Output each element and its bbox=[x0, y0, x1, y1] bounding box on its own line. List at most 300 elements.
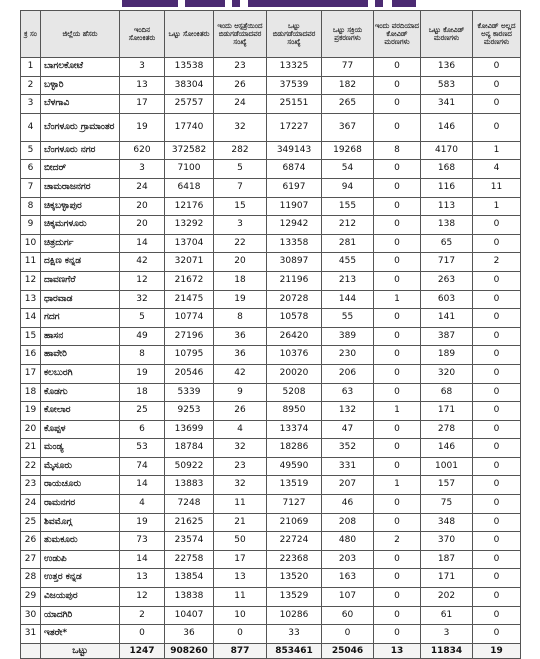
total-discharged-cell: 20728 bbox=[267, 290, 322, 309]
district-name-cell: ಹಾವೇರಿ bbox=[41, 346, 120, 365]
non-covid-deaths-cell: 0 bbox=[473, 346, 521, 365]
today-deaths-cell: 0 bbox=[374, 625, 421, 644]
today-cases-cell: 13 bbox=[120, 76, 165, 95]
active-cases-cell: 163 bbox=[322, 569, 374, 588]
active-cases-cell: 46 bbox=[322, 495, 374, 514]
non-covid-deaths-cell: 0 bbox=[473, 625, 521, 644]
today-cases-cell: 2 bbox=[120, 606, 165, 625]
total-discharged-cell: 349143 bbox=[267, 141, 322, 160]
today-discharged-cell: 0 bbox=[214, 625, 267, 644]
district-name-cell: ಬೀದರ್ bbox=[41, 160, 120, 179]
total-deaths-cell: 341 bbox=[421, 95, 473, 114]
district-name-cell: ರಾಮನಗರ bbox=[41, 495, 120, 514]
total-deaths-cell: 278 bbox=[421, 420, 473, 439]
header-band-cropped bbox=[0, 0, 540, 10]
today-deaths-cell: 0 bbox=[374, 550, 421, 569]
district-name-cell: ಚಿತ್ರದುರ್ಗ bbox=[41, 234, 120, 253]
col-header-non-covid-deaths: ಕೋವಿಡ್ ಅಲ್ಲದ ಅನ್ಯ ಕಾರಣದ ಮರಣಗಳು bbox=[473, 11, 521, 58]
non-covid-deaths-cell: 0 bbox=[473, 216, 521, 235]
covid-district-table bbox=[20, 10, 521, 659]
non-covid-deaths-cell: 0 bbox=[473, 513, 521, 532]
today-cases-cell: 25 bbox=[120, 402, 165, 421]
total-today-discharged-cell: 877 bbox=[214, 643, 267, 658]
covid-district-table-container bbox=[20, 10, 520, 659]
non-covid-deaths-cell: 4 bbox=[473, 160, 521, 179]
total-discharged-cell: 30897 bbox=[267, 253, 322, 272]
today-discharged-cell: 32 bbox=[214, 476, 267, 495]
total-deaths-cell: 146 bbox=[421, 113, 473, 141]
district-name-cell: ಕೋಲಾರ bbox=[41, 402, 120, 421]
table-row bbox=[21, 58, 521, 77]
today-discharged-cell: 32 bbox=[214, 113, 267, 141]
district-name-cell: ಹಾಸನ bbox=[41, 327, 120, 346]
active-cases-cell: 352 bbox=[322, 439, 374, 458]
total-deaths-cell: 202 bbox=[421, 588, 473, 607]
non-covid-deaths-cell: 0 bbox=[473, 495, 521, 514]
today-discharged-cell: 23 bbox=[214, 457, 267, 476]
non-covid-deaths-cell: 0 bbox=[473, 58, 521, 77]
non-covid-deaths-cell: 0 bbox=[473, 95, 521, 114]
active-cases-cell: 207 bbox=[322, 476, 374, 495]
total-cases-cell: 36 bbox=[165, 625, 214, 644]
total-discharged-cell: 13325 bbox=[267, 58, 322, 77]
non-covid-deaths-cell: 0 bbox=[473, 569, 521, 588]
serial-cell: 16 bbox=[21, 346, 41, 365]
district-name-cell: ತುಮಕೂರು bbox=[41, 532, 120, 551]
active-cases-cell: 47 bbox=[322, 420, 374, 439]
today-cases-cell: 12 bbox=[120, 588, 165, 607]
table-row bbox=[21, 625, 521, 644]
today-cases-cell: 5 bbox=[120, 309, 165, 328]
table-row bbox=[21, 532, 521, 551]
total-discharged-cell: 26420 bbox=[267, 327, 322, 346]
table-row bbox=[21, 550, 521, 569]
today-deaths-cell: 0 bbox=[374, 271, 421, 290]
total-discharged-cell: 21069 bbox=[267, 513, 322, 532]
district-name-cell: ಕೊಪ್ಪಳ bbox=[41, 420, 120, 439]
non-covid-deaths-cell: 1 bbox=[473, 197, 521, 216]
col-header-total-cases: ಒಟ್ಟು ಸೋಂಕಿತರು bbox=[165, 11, 214, 58]
district-name-cell: ಧಾರವಾಡ bbox=[41, 290, 120, 309]
active-cases-cell: 367 bbox=[322, 113, 374, 141]
total-deaths-cell: 263 bbox=[421, 271, 473, 290]
total-cases-cell: 10774 bbox=[165, 309, 214, 328]
total-cases-cell: 38304 bbox=[165, 76, 214, 95]
serial-cell: 6 bbox=[21, 160, 41, 179]
today-cases-cell: 3 bbox=[120, 160, 165, 179]
today-deaths-cell: 0 bbox=[374, 588, 421, 607]
active-cases-cell: 77 bbox=[322, 58, 374, 77]
active-cases-cell: 331 bbox=[322, 457, 374, 476]
total-deaths-cell: 141 bbox=[421, 309, 473, 328]
non-covid-deaths-cell: 0 bbox=[473, 76, 521, 95]
table-row bbox=[21, 178, 521, 197]
today-cases-cell: 14 bbox=[120, 476, 165, 495]
serial-cell: 3 bbox=[21, 95, 41, 114]
active-cases-cell: 0 bbox=[322, 625, 374, 644]
total-cases-cell: 20546 bbox=[165, 364, 214, 383]
active-cases-cell: 54 bbox=[322, 160, 374, 179]
serial-cell: 25 bbox=[21, 513, 41, 532]
today-deaths-cell: 0 bbox=[374, 58, 421, 77]
total-serial-cell bbox=[21, 643, 41, 658]
today-discharged-cell: 36 bbox=[214, 327, 267, 346]
today-cases-cell: 14 bbox=[120, 234, 165, 253]
col-header-serial: ಕ್ರ ಸಂ bbox=[21, 11, 41, 58]
total-discharged-cell: 22724 bbox=[267, 532, 322, 551]
total-cases-cell: 7100 bbox=[165, 160, 214, 179]
today-cases-cell: 32 bbox=[120, 290, 165, 309]
today-discharged-cell: 24 bbox=[214, 95, 267, 114]
total-total-discharged-cell: 853461 bbox=[267, 643, 322, 658]
total-cases-cell: 5339 bbox=[165, 383, 214, 402]
non-covid-deaths-cell: 0 bbox=[473, 327, 521, 346]
active-cases-cell: 94 bbox=[322, 178, 374, 197]
today-deaths-cell: 0 bbox=[374, 346, 421, 365]
total-cases-cell: 21475 bbox=[165, 290, 214, 309]
active-cases-cell: 132 bbox=[322, 402, 374, 421]
today-cases-cell: 8 bbox=[120, 346, 165, 365]
serial-cell: 18 bbox=[21, 383, 41, 402]
district-name-cell: ವಿಜಯಪುರ bbox=[41, 588, 120, 607]
total-cases-cell: 13704 bbox=[165, 234, 214, 253]
today-cases-cell: 49 bbox=[120, 327, 165, 346]
active-cases-cell: 107 bbox=[322, 588, 374, 607]
today-cases-cell: 20 bbox=[120, 216, 165, 235]
today-cases-cell: 0 bbox=[120, 625, 165, 644]
total-cases-cell: 21625 bbox=[165, 513, 214, 532]
today-deaths-cell: 0 bbox=[374, 76, 421, 95]
today-deaths-cell: 0 bbox=[374, 606, 421, 625]
total-cases-cell: 17740 bbox=[165, 113, 214, 141]
active-cases-cell: 206 bbox=[322, 364, 374, 383]
today-discharged-cell: 9 bbox=[214, 383, 267, 402]
active-cases-cell: 213 bbox=[322, 271, 374, 290]
today-deaths-cell: 0 bbox=[374, 160, 421, 179]
serial-cell: 30 bbox=[21, 606, 41, 625]
today-cases-cell: 19 bbox=[120, 513, 165, 532]
district-name-cell: ಕೊಡಗು bbox=[41, 383, 120, 402]
table-row bbox=[21, 290, 521, 309]
total-today-deaths-cell: 13 bbox=[374, 643, 421, 658]
serial-cell: 14 bbox=[21, 309, 41, 328]
table-row bbox=[21, 439, 521, 458]
total-cases-cell: 10795 bbox=[165, 346, 214, 365]
total-discharged-cell: 13520 bbox=[267, 569, 322, 588]
serial-cell: 24 bbox=[21, 495, 41, 514]
table-row bbox=[21, 327, 521, 346]
total-deaths-cell: 116 bbox=[421, 178, 473, 197]
active-cases-cell: 144 bbox=[322, 290, 374, 309]
today-deaths-cell: 0 bbox=[374, 309, 421, 328]
serial-cell: 20 bbox=[21, 420, 41, 439]
serial-cell: 31 bbox=[21, 625, 41, 644]
table-row bbox=[21, 420, 521, 439]
total-row bbox=[21, 643, 521, 658]
active-cases-cell: 480 bbox=[322, 532, 374, 551]
district-name-cell: ಮಂಡ್ಯ bbox=[41, 439, 120, 458]
non-covid-deaths-cell: 0 bbox=[473, 271, 521, 290]
total-deaths-cell: 348 bbox=[421, 513, 473, 532]
table-row bbox=[21, 402, 521, 421]
total-discharged-cell: 10578 bbox=[267, 309, 322, 328]
non-covid-deaths-cell: 0 bbox=[473, 420, 521, 439]
total-cases-cell: 10407 bbox=[165, 606, 214, 625]
table-row bbox=[21, 160, 521, 179]
today-cases-cell: 19 bbox=[120, 364, 165, 383]
today-discharged-cell: 26 bbox=[214, 402, 267, 421]
total-cases-cell: 6418 bbox=[165, 178, 214, 197]
today-deaths-cell: 1 bbox=[374, 402, 421, 421]
non-covid-deaths-cell: 0 bbox=[473, 383, 521, 402]
total-cases-cell: 18784 bbox=[165, 439, 214, 458]
district-name-cell: ಉತ್ತರ ಕನ್ನಡ bbox=[41, 569, 120, 588]
total-cases-cell: 7248 bbox=[165, 495, 214, 514]
district-name-cell: ರಾಯಚೂರು bbox=[41, 476, 120, 495]
active-cases-cell: 55 bbox=[322, 309, 374, 328]
today-cases-cell: 20 bbox=[120, 197, 165, 216]
today-discharged-cell: 42 bbox=[214, 364, 267, 383]
serial-cell: 11 bbox=[21, 253, 41, 272]
total-cases-cell: 372582 bbox=[165, 141, 214, 160]
col-header-today-discharged: ಇಂದು ಆಸ್ಪತ್ರೆಯಿಂದ ಬಿಡುಗಡೆಯಾದವರ ಸಂಖ್ಯೆ bbox=[214, 11, 267, 58]
total-discharged-cell: 37539 bbox=[267, 76, 322, 95]
total-discharged-cell: 13358 bbox=[267, 234, 322, 253]
non-covid-deaths-cell: 0 bbox=[473, 234, 521, 253]
total-deaths-cell: 387 bbox=[421, 327, 473, 346]
district-name-cell: ದಾವಣಗೆರೆ bbox=[41, 271, 120, 290]
serial-cell: 4 bbox=[21, 113, 41, 141]
today-discharged-cell: 32 bbox=[214, 439, 267, 458]
total-deaths-cell: 603 bbox=[421, 290, 473, 309]
district-name-cell: ಕಲಬುರಗಿ bbox=[41, 364, 120, 383]
district-name-cell: ದಕ್ಷಿಣ ಕನ್ನಡ bbox=[41, 253, 120, 272]
table-row bbox=[21, 113, 521, 141]
today-cases-cell: 19 bbox=[120, 113, 165, 141]
total-discharged-cell: 7127 bbox=[267, 495, 322, 514]
non-covid-deaths-cell: 0 bbox=[473, 588, 521, 607]
today-discharged-cell: 18 bbox=[214, 271, 267, 290]
table-row bbox=[21, 253, 521, 272]
non-covid-deaths-cell: 0 bbox=[473, 113, 521, 141]
total-deaths-cell: 136 bbox=[421, 58, 473, 77]
active-cases-cell: 265 bbox=[322, 95, 374, 114]
non-covid-deaths-cell: 1 bbox=[473, 141, 521, 160]
total-deaths-cell: 583 bbox=[421, 76, 473, 95]
total-discharged-cell: 8950 bbox=[267, 402, 322, 421]
total-discharged-cell: 10376 bbox=[267, 346, 322, 365]
table-row bbox=[21, 271, 521, 290]
today-deaths-cell: 0 bbox=[374, 457, 421, 476]
total-today-cases-cell: 1247 bbox=[120, 643, 165, 658]
serial-cell: 5 bbox=[21, 141, 41, 160]
total-total-cases-cell: 908260 bbox=[165, 643, 214, 658]
total-deaths-cell: 75 bbox=[421, 495, 473, 514]
today-deaths-cell: 0 bbox=[374, 439, 421, 458]
table-row bbox=[21, 346, 521, 365]
total-cases-cell: 13292 bbox=[165, 216, 214, 235]
total-non-covid-deaths-cell: 19 bbox=[473, 643, 521, 658]
today-deaths-cell: 1 bbox=[374, 476, 421, 495]
today-cases-cell: 17 bbox=[120, 95, 165, 114]
col-header-active-cases: ಒಟ್ಟು ಸಕ್ರಿಯ ಪ್ರಕರಣಗಳು bbox=[322, 11, 374, 58]
today-discharged-cell: 15 bbox=[214, 197, 267, 216]
today-discharged-cell: 282 bbox=[214, 141, 267, 160]
today-cases-cell: 12 bbox=[120, 271, 165, 290]
today-discharged-cell: 3 bbox=[214, 216, 267, 235]
active-cases-cell: 230 bbox=[322, 346, 374, 365]
district-name-cell: ಚಿಕ್ಕಬಳ್ಳಾಪುರ bbox=[41, 197, 120, 216]
total-discharged-cell: 13529 bbox=[267, 588, 322, 607]
total-discharged-cell: 6197 bbox=[267, 178, 322, 197]
today-cases-cell: 74 bbox=[120, 457, 165, 476]
total-cases-cell: 13699 bbox=[165, 420, 214, 439]
serial-cell: 22 bbox=[21, 457, 41, 476]
active-cases-cell: 203 bbox=[322, 550, 374, 569]
total-deaths-cell: 189 bbox=[421, 346, 473, 365]
today-cases-cell: 13 bbox=[120, 569, 165, 588]
non-covid-deaths-cell: 0 bbox=[473, 550, 521, 569]
today-deaths-cell: 0 bbox=[374, 327, 421, 346]
today-cases-cell: 24 bbox=[120, 178, 165, 197]
today-cases-cell: 73 bbox=[120, 532, 165, 551]
today-deaths-cell: 0 bbox=[374, 420, 421, 439]
today-discharged-cell: 10 bbox=[214, 606, 267, 625]
non-covid-deaths-cell: 0 bbox=[473, 364, 521, 383]
col-header-today-deaths: ಇಂದು ವರದಿಯಾದ ಕೋವಿಡ್ ಮರಣಗಳು bbox=[374, 11, 421, 58]
active-cases-cell: 63 bbox=[322, 383, 374, 402]
today-discharged-cell: 26 bbox=[214, 76, 267, 95]
non-covid-deaths-cell: 0 bbox=[473, 606, 521, 625]
table-row bbox=[21, 606, 521, 625]
serial-cell: 1 bbox=[21, 58, 41, 77]
district-name-cell: ಉಡುಪಿ bbox=[41, 550, 120, 569]
total-deaths-cell: 370 bbox=[421, 532, 473, 551]
table-row bbox=[21, 309, 521, 328]
today-deaths-cell: 0 bbox=[374, 113, 421, 141]
active-cases-cell: 155 bbox=[322, 197, 374, 216]
serial-cell: 8 bbox=[21, 197, 41, 216]
total-deaths-cell: 171 bbox=[421, 569, 473, 588]
total-discharged-cell: 13519 bbox=[267, 476, 322, 495]
today-cases-cell: 14 bbox=[120, 550, 165, 569]
district-name-cell: ಗದಗ bbox=[41, 309, 120, 328]
today-deaths-cell: 0 bbox=[374, 216, 421, 235]
total-deaths-cell: 157 bbox=[421, 476, 473, 495]
total-cases-cell: 13854 bbox=[165, 569, 214, 588]
today-discharged-cell: 19 bbox=[214, 290, 267, 309]
today-deaths-cell: 0 bbox=[374, 513, 421, 532]
today-deaths-cell: 8 bbox=[374, 141, 421, 160]
active-cases-cell: 281 bbox=[322, 234, 374, 253]
table-row bbox=[21, 495, 521, 514]
active-cases-cell: 19268 bbox=[322, 141, 374, 160]
today-cases-cell: 3 bbox=[120, 58, 165, 77]
today-deaths-cell: 0 bbox=[374, 495, 421, 514]
serial-cell: 28 bbox=[21, 569, 41, 588]
non-covid-deaths-cell: 0 bbox=[473, 476, 521, 495]
table-row bbox=[21, 141, 521, 160]
district-name-cell: ಮೈಸೂರು bbox=[41, 457, 120, 476]
district-name-cell: ಚಿಕ್ಕಮಗಳೂರು bbox=[41, 216, 120, 235]
col-header-district: ಜಿಲ್ಲೆಯ ಹೆಸರು bbox=[41, 11, 120, 58]
district-name-cell: ಬೆಳಗಾವಿ bbox=[41, 95, 120, 114]
serial-cell: 19 bbox=[21, 402, 41, 421]
table-row bbox=[21, 216, 521, 235]
serial-cell: 26 bbox=[21, 532, 41, 551]
total-cases-cell: 32071 bbox=[165, 253, 214, 272]
table-row bbox=[21, 234, 521, 253]
today-discharged-cell: 13 bbox=[214, 569, 267, 588]
total-cases-cell: 22758 bbox=[165, 550, 214, 569]
total-deaths-cell: 3 bbox=[421, 625, 473, 644]
today-deaths-cell: 1 bbox=[374, 290, 421, 309]
serial-cell: 7 bbox=[21, 178, 41, 197]
total-deaths-cell: 68 bbox=[421, 383, 473, 402]
serial-cell: 9 bbox=[21, 216, 41, 235]
col-header-total-deaths: ಒಟ್ಟು ಕೋವಿಡ್ ಮರಣಗಳು bbox=[421, 11, 473, 58]
active-cases-cell: 389 bbox=[322, 327, 374, 346]
active-cases-cell: 455 bbox=[322, 253, 374, 272]
total-deaths-cell: 168 bbox=[421, 160, 473, 179]
total-discharged-cell: 20020 bbox=[267, 364, 322, 383]
today-deaths-cell: 0 bbox=[374, 234, 421, 253]
total-deaths-cell: 61 bbox=[421, 606, 473, 625]
today-cases-cell: 18 bbox=[120, 383, 165, 402]
total-cases-cell: 13538 bbox=[165, 58, 214, 77]
table-row bbox=[21, 476, 521, 495]
today-deaths-cell: 0 bbox=[374, 569, 421, 588]
today-cases-cell: 42 bbox=[120, 253, 165, 272]
total-discharged-cell: 11907 bbox=[267, 197, 322, 216]
today-discharged-cell: 22 bbox=[214, 234, 267, 253]
non-covid-deaths-cell: 0 bbox=[473, 290, 521, 309]
total-discharged-cell: 49590 bbox=[267, 457, 322, 476]
active-cases-cell: 182 bbox=[322, 76, 374, 95]
today-deaths-cell: 0 bbox=[374, 383, 421, 402]
col-header-today-cases: ಇಂದಿನ ಸೋಂಕಿತರು bbox=[120, 11, 165, 58]
serial-cell: 29 bbox=[21, 588, 41, 607]
today-deaths-cell: 0 bbox=[374, 178, 421, 197]
total-cases-cell: 50922 bbox=[165, 457, 214, 476]
district-name-cell: ಚಾಮರಾಜನಗರ bbox=[41, 178, 120, 197]
today-cases-cell: 53 bbox=[120, 439, 165, 458]
today-discharged-cell: 21 bbox=[214, 513, 267, 532]
today-deaths-cell: 0 bbox=[374, 95, 421, 114]
district-name-cell: ಬಳ್ಳಾರಿ bbox=[41, 76, 120, 95]
total-deaths-cell: 146 bbox=[421, 439, 473, 458]
serial-cell: 12 bbox=[21, 271, 41, 290]
total-deaths-cell: 65 bbox=[421, 234, 473, 253]
table-row bbox=[21, 76, 521, 95]
total-deaths-cell: 1001 bbox=[421, 457, 473, 476]
non-covid-deaths-cell: 0 bbox=[473, 532, 521, 551]
serial-cell: 10 bbox=[21, 234, 41, 253]
today-discharged-cell: 20 bbox=[214, 253, 267, 272]
table-header-row bbox=[21, 11, 521, 58]
district-name-cell: ಶಿವಮೊಗ್ಗ bbox=[41, 513, 120, 532]
serial-cell: 23 bbox=[21, 476, 41, 495]
total-cases-cell: 13883 bbox=[165, 476, 214, 495]
total-cases-cell: 9253 bbox=[165, 402, 214, 421]
today-discharged-cell: 11 bbox=[214, 588, 267, 607]
today-deaths-cell: 2 bbox=[374, 532, 421, 551]
table-row bbox=[21, 383, 521, 402]
active-cases-cell: 212 bbox=[322, 216, 374, 235]
total-deaths-cell: 187 bbox=[421, 550, 473, 569]
total-deaths-cell: 717 bbox=[421, 253, 473, 272]
serial-cell: 2 bbox=[21, 76, 41, 95]
